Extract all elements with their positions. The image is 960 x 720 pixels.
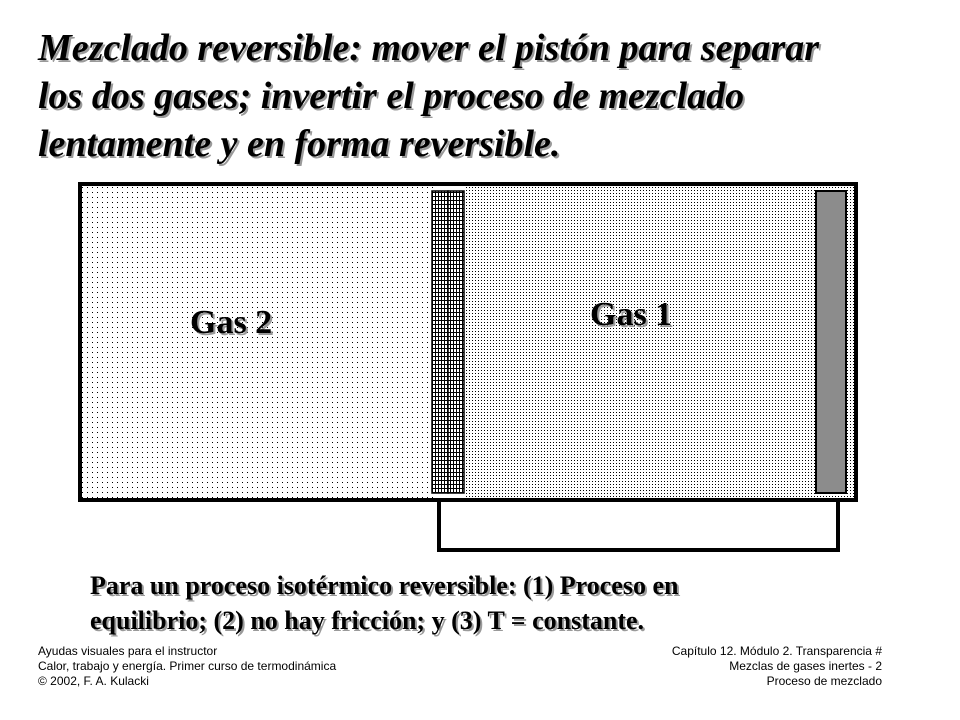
caption-line-2: equilibrio; (2) no hay fricción; y (3) T = constante. <box>90 606 645 635</box>
caption <box>90 568 910 638</box>
footer-left-line-2: Calor, trabajo y energía. Primer curso de termodinámica <box>38 659 337 673</box>
footer-left-line-1: Ayudas visuales para el instructor <box>38 644 218 658</box>
footer-right-line-2: Mezclas de gases inertes - 2 <box>729 659 882 673</box>
footer-right-line-3: Proceso de mezclado <box>766 674 882 688</box>
membrane-piston <box>432 191 464 493</box>
footer-right-line-1: Capítulo 12. Módulo 2. Transparencia # <box>671 644 882 658</box>
footer-left-line-3: © 2002, F. A. Kulacki <box>38 674 149 688</box>
gas-2-label: Gas 2 <box>190 304 273 341</box>
solid-piston <box>816 191 846 493</box>
caption-line-1: Para un proceso isotérmico reversible: (1) Proceso en <box>90 571 679 600</box>
gas-2-chamber <box>82 186 434 498</box>
gas-1-label: Gas 1 <box>590 296 673 333</box>
title-line-3: lentamente y en forma reversible. <box>38 123 561 165</box>
gas-1-chamber <box>464 186 854 498</box>
footer-left <box>38 644 336 689</box>
footer-right <box>672 644 882 689</box>
title-line-1: Mezclado reversible: mover el pistón para separar <box>38 27 820 69</box>
connecting-rod <box>439 500 838 550</box>
title-line-2: los dos gases; invertir el proceso de mezclado <box>38 75 745 117</box>
